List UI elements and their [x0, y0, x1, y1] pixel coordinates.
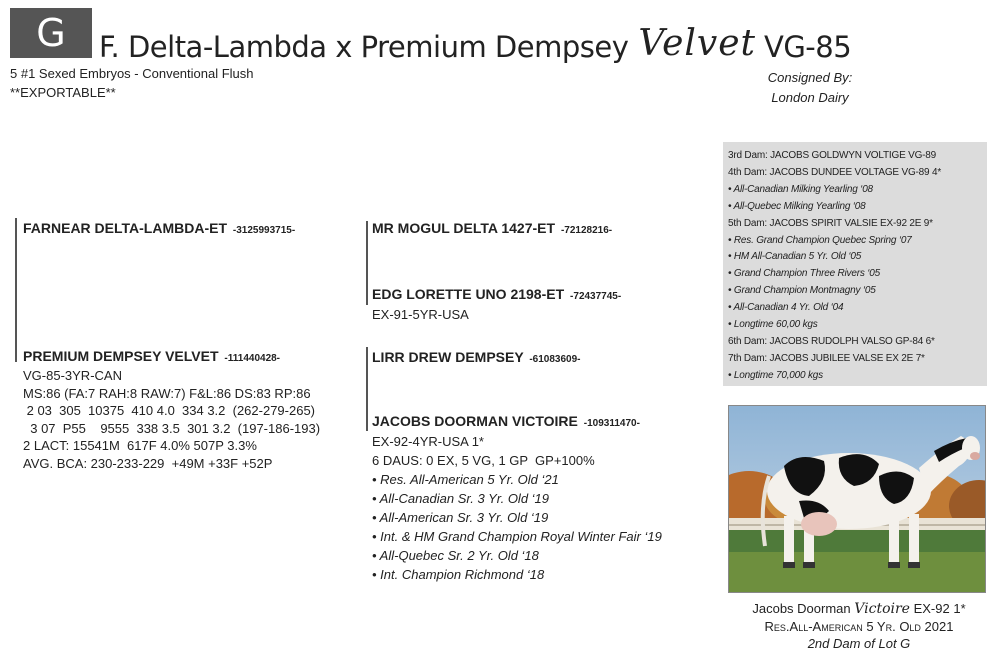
dam-box-honor: • Longtime 60,00 kgs [728, 319, 818, 331]
caption-line-3: 2nd Dam of Lot G [807, 636, 911, 651]
caption-line-1 [728, 600, 990, 618]
dam-reg: -111440428- [224, 353, 281, 364]
consigned-by [760, 68, 860, 108]
sires-dam-name [372, 286, 621, 302]
sire-bracket [15, 218, 17, 362]
cow-illustration [729, 406, 986, 593]
title-prefix: F. Delta-Lambda x Premium Dempsey [99, 30, 629, 64]
dam-box-honor: • Res. Grand Champion Quebec Spring ‘07 [728, 234, 912, 246]
dams-sire-reg: -61083609- [529, 354, 581, 365]
dams-dam-honor: • Int. & HM Grand Champion Royal Winter Fair ‘19 [372, 529, 662, 544]
dams-dam-honor: • Res. All-American 5 Yr. Old ‘21 [372, 472, 559, 487]
dams-dam-name-text: JACOBS DOORMAN VICTOIRE [372, 413, 578, 429]
dams-dam-honor: • All-Quebec Sr. 2 Yr. Old ‘18 [372, 548, 539, 563]
sire-name [23, 220, 295, 236]
dam-box-line: 6th Dam: JACOBS RUDOLPH VALSO GP-84 6* [728, 335, 935, 347]
sires-dam-name-text: EDG LORETTE UNO 2198-ET [372, 286, 565, 302]
sire-name-text: FARNEAR DELTA-LAMBDA-ET [23, 220, 228, 236]
sires-sire-bracket [366, 221, 368, 305]
caption-prefix: Jacobs Doorman [752, 601, 851, 616]
dam-box-line: 5th Dam: JACOBS SPIRIT VALSIE EX-92 2E 9* [728, 217, 933, 229]
sires-dam-reg: -72437745- [570, 291, 622, 302]
photo-caption [728, 600, 990, 652]
dam-box-honor: • All-Canadian 4 Yr. Old ‘04 [728, 302, 844, 314]
lot-subtitle: 5 #1 Sexed Embryos - Conventional Flush [10, 66, 254, 81]
dams-dam-reg: -109311470- [583, 418, 640, 429]
dam-detail-line: 2 LACT: 15541M 617F 4.0% 507P 3.3% [23, 438, 257, 453]
dam-details [23, 367, 320, 472]
dams-sire-name [372, 349, 580, 365]
cow-photo [728, 405, 986, 593]
dam-box-honor: • Longtime 70,000 kgs [728, 369, 823, 381]
dam-detail-line: VG-85-3YR-CAN [23, 368, 122, 383]
dams-sire-bracket [366, 347, 368, 431]
lot-title [99, 14, 851, 64]
dams-dam-detail-line: 6 DAUS: 0 EX, 5 VG, 1 GP GP+100% [372, 453, 595, 468]
dam-name-text: PREMIUM DEMPSEY VELVET [23, 348, 219, 364]
dam-detail-line: 3 07 P55 9555 338 3.5 301 3.2 (197-186-193) [23, 420, 321, 436]
dam-box-honor: • Grand Champion Three Rivers ‘05 [728, 268, 880, 280]
dams-dam-details [372, 432, 662, 584]
dam-box-honor: • All-Quebec Milking Yearling ‘08 [728, 200, 866, 212]
sires-sire-name-text: MR MOGUL DELTA 1427-ET [372, 220, 556, 236]
title-script-name: Velvet [638, 23, 756, 64]
extended-pedigree-box [723, 142, 987, 386]
dam-detail-line: AVG. BCA: 230-233-229 +49M +33F +52P [23, 455, 273, 471]
sires-sire-name [372, 220, 612, 236]
consigned-name: London Dairy [771, 90, 849, 105]
dam-box-line: 7th Dam: JACOBS JUBILEE VALSE EX 2E 7* [728, 352, 925, 364]
dams-dam-honor: • Int. Champion Richmond ‘18 [372, 567, 545, 582]
consigned-label: Consigned By: [767, 70, 853, 85]
dams-dam-name [372, 413, 640, 429]
sire-reg: -3125993715- [232, 225, 296, 236]
dams-dam-honor: • All-Canadian Sr. 3 Yr. Old ‘19 [372, 491, 550, 506]
dam-box-line: 3rd Dam: JACOBS GOLDWYN VOLTIGE VG-89 [728, 150, 937, 161]
caption-suffix: EX-92 1* [913, 601, 966, 616]
sires-sire-reg: -72128216- [560, 225, 613, 236]
title-suffix: VG-85 [764, 30, 852, 64]
sires-dam-classification: EX-91-5YR-USA [372, 307, 469, 322]
caption-line-2: Res.All-American 5 Yr. Old 2021 [764, 619, 954, 634]
dam-box-honor: • HM All-Canadian 5 Yr. Old ‘05 [728, 251, 862, 263]
dams-dam-honor: • All-American Sr. 3 Yr. Old ‘19 [372, 510, 549, 525]
dams-dam-detail-line: EX-92-4YR-USA 1* [372, 434, 484, 449]
caption-script-name: Victoire [854, 601, 910, 617]
dam-box-honor: • Grand Champion Montmagny ‘05 [728, 285, 876, 297]
lot-letter-badge: G [10, 8, 92, 58]
exportable-note: **EXPORTABLE** [10, 85, 116, 100]
dam-box-honor: • All-Canadian Milking Yearling ‘08 [728, 183, 873, 195]
dam-detail-line: MS:86 (FA:7 RAH:8 RAW:7) F&L:86 DS:83 RP:86 [23, 385, 311, 401]
dam-box-line: 4th Dam: JACOBS DUNDEE VOLTAGE VG-89 4* [728, 166, 942, 178]
dam-detail-line: 2 03 305 10375 410 4.0 334 3.2 (262-279-265) [23, 403, 316, 418]
dam-name [23, 348, 280, 364]
dams-sire-name-text: LIRR DREW DEMPSEY [372, 349, 524, 365]
